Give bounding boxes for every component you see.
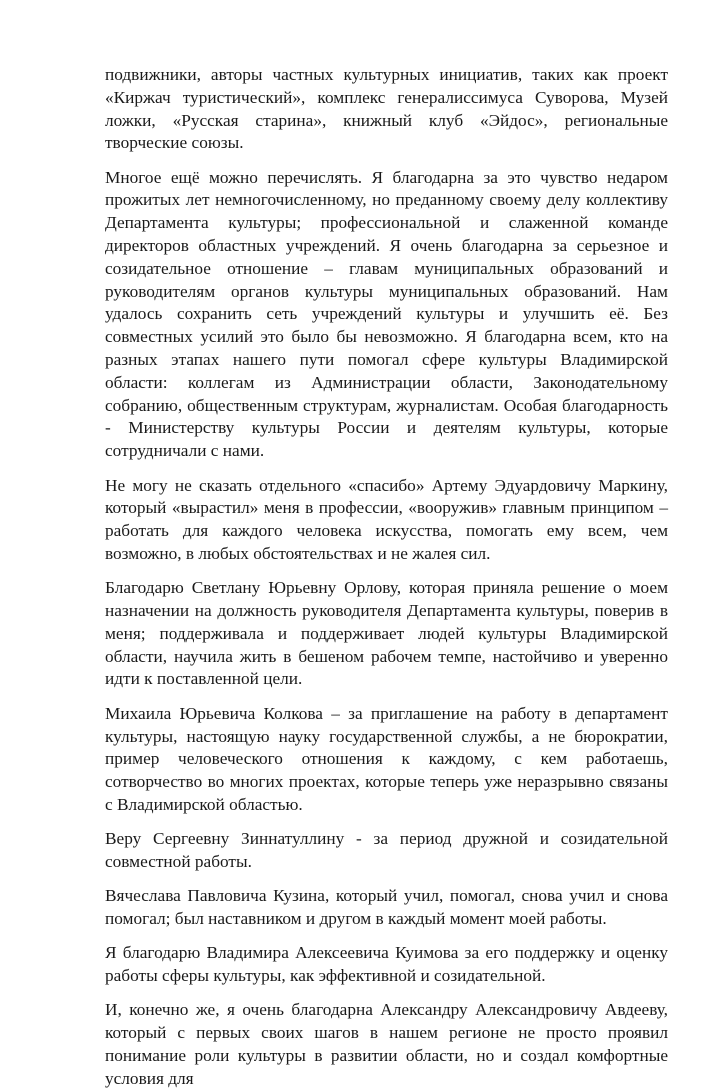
paragraph-9: И, конечно же, я очень благодарна Александру Александровичу Авдееву, который с первых своих шагов в нашем регионе не просто проявил понимание роли культуры в развитии области, но и создал комфортные условия для	[105, 1000, 668, 1088]
document-body	[105, 64, 668, 1091]
paragraph-5: Михаила Юрьевича Колкова – за приглашение на работу в департамент культуры, настоящую науку государственной службы, а не бюрократии, пример человеческого отношения к каждому, с кем работаешь, сотворчество во многих проектах, которые теперь уже неразрывно связаны с Владимирской областью.	[105, 703, 668, 814]
paragraph-1: подвижники, авторы частных культурных инициатив, таких как проект «Киржач туристический», комплекс генералиссимуса Суворова, Музей ложки, «Русская старина», книжный клуб «Эйдос», региональные творческие союзы.	[105, 65, 668, 153]
paragraph-7: Вячеслава Павловича Кузина, который учил, помогал, снова учил и снова помогал; был наставником и другом в каждый момент моей работы.	[105, 886, 668, 929]
paragraph-2: Многое ещё можно перечислять. Я благодарна за это чувство недаром прожитых лет немногочисленному, но преданному своему делу коллективу Департамента культуры; профессиональной и слаженной команде директоров областных учреждений. Я очень благодарна за серьезное и созидательное отношение – главам муниципальных образований и руководителям органов культуры муниципальных образований. Нам удалось сохранить сеть учреждений культуры и улучшить её. Без совместных усилий это было бы невозможно. Я благодарна всем, кто на разных этапах нашего пути помогал сфере культуры Владимирской области: коллегам из Администрации области, Законодательному собранию, общественным структурам, журналистам. Особая благодарность - Министерству культуры России и деятелям культуры, которые сотрудничали с нами.	[105, 167, 668, 461]
paragraph-4: Благодарю Светлану Юрьевну Орлову, которая приняла решение о моем назначении на должность руководителя Департамента культуры, поверив в меня; поддерживала и поддерживает людей культуры Владимирской области, научила жить в бешеном рабочем темпе, настойчиво и уверенно идти к поставленной цели.	[105, 578, 668, 689]
paragraph-3: Не могу не сказать отдельного «спасибо» Артему Эдуардовичу Маркину, который «вырастил» меня в профессии, «вооружив» главным принципом – работать для каждого человека искусства, помогать ему всем, чем возможно, в любых обстоятельствах и не жалея сил.	[105, 475, 668, 563]
paragraph-6: Веру Сергеевну Зиннатуллину - за период дружной и созидательной совместной работы.	[105, 829, 668, 871]
paragraph-8: Я благодарю Владимира Алексеевича Куимова за его поддержку и оценку работы сферы культуры, как эффективной и созидательной.	[105, 943, 668, 986]
